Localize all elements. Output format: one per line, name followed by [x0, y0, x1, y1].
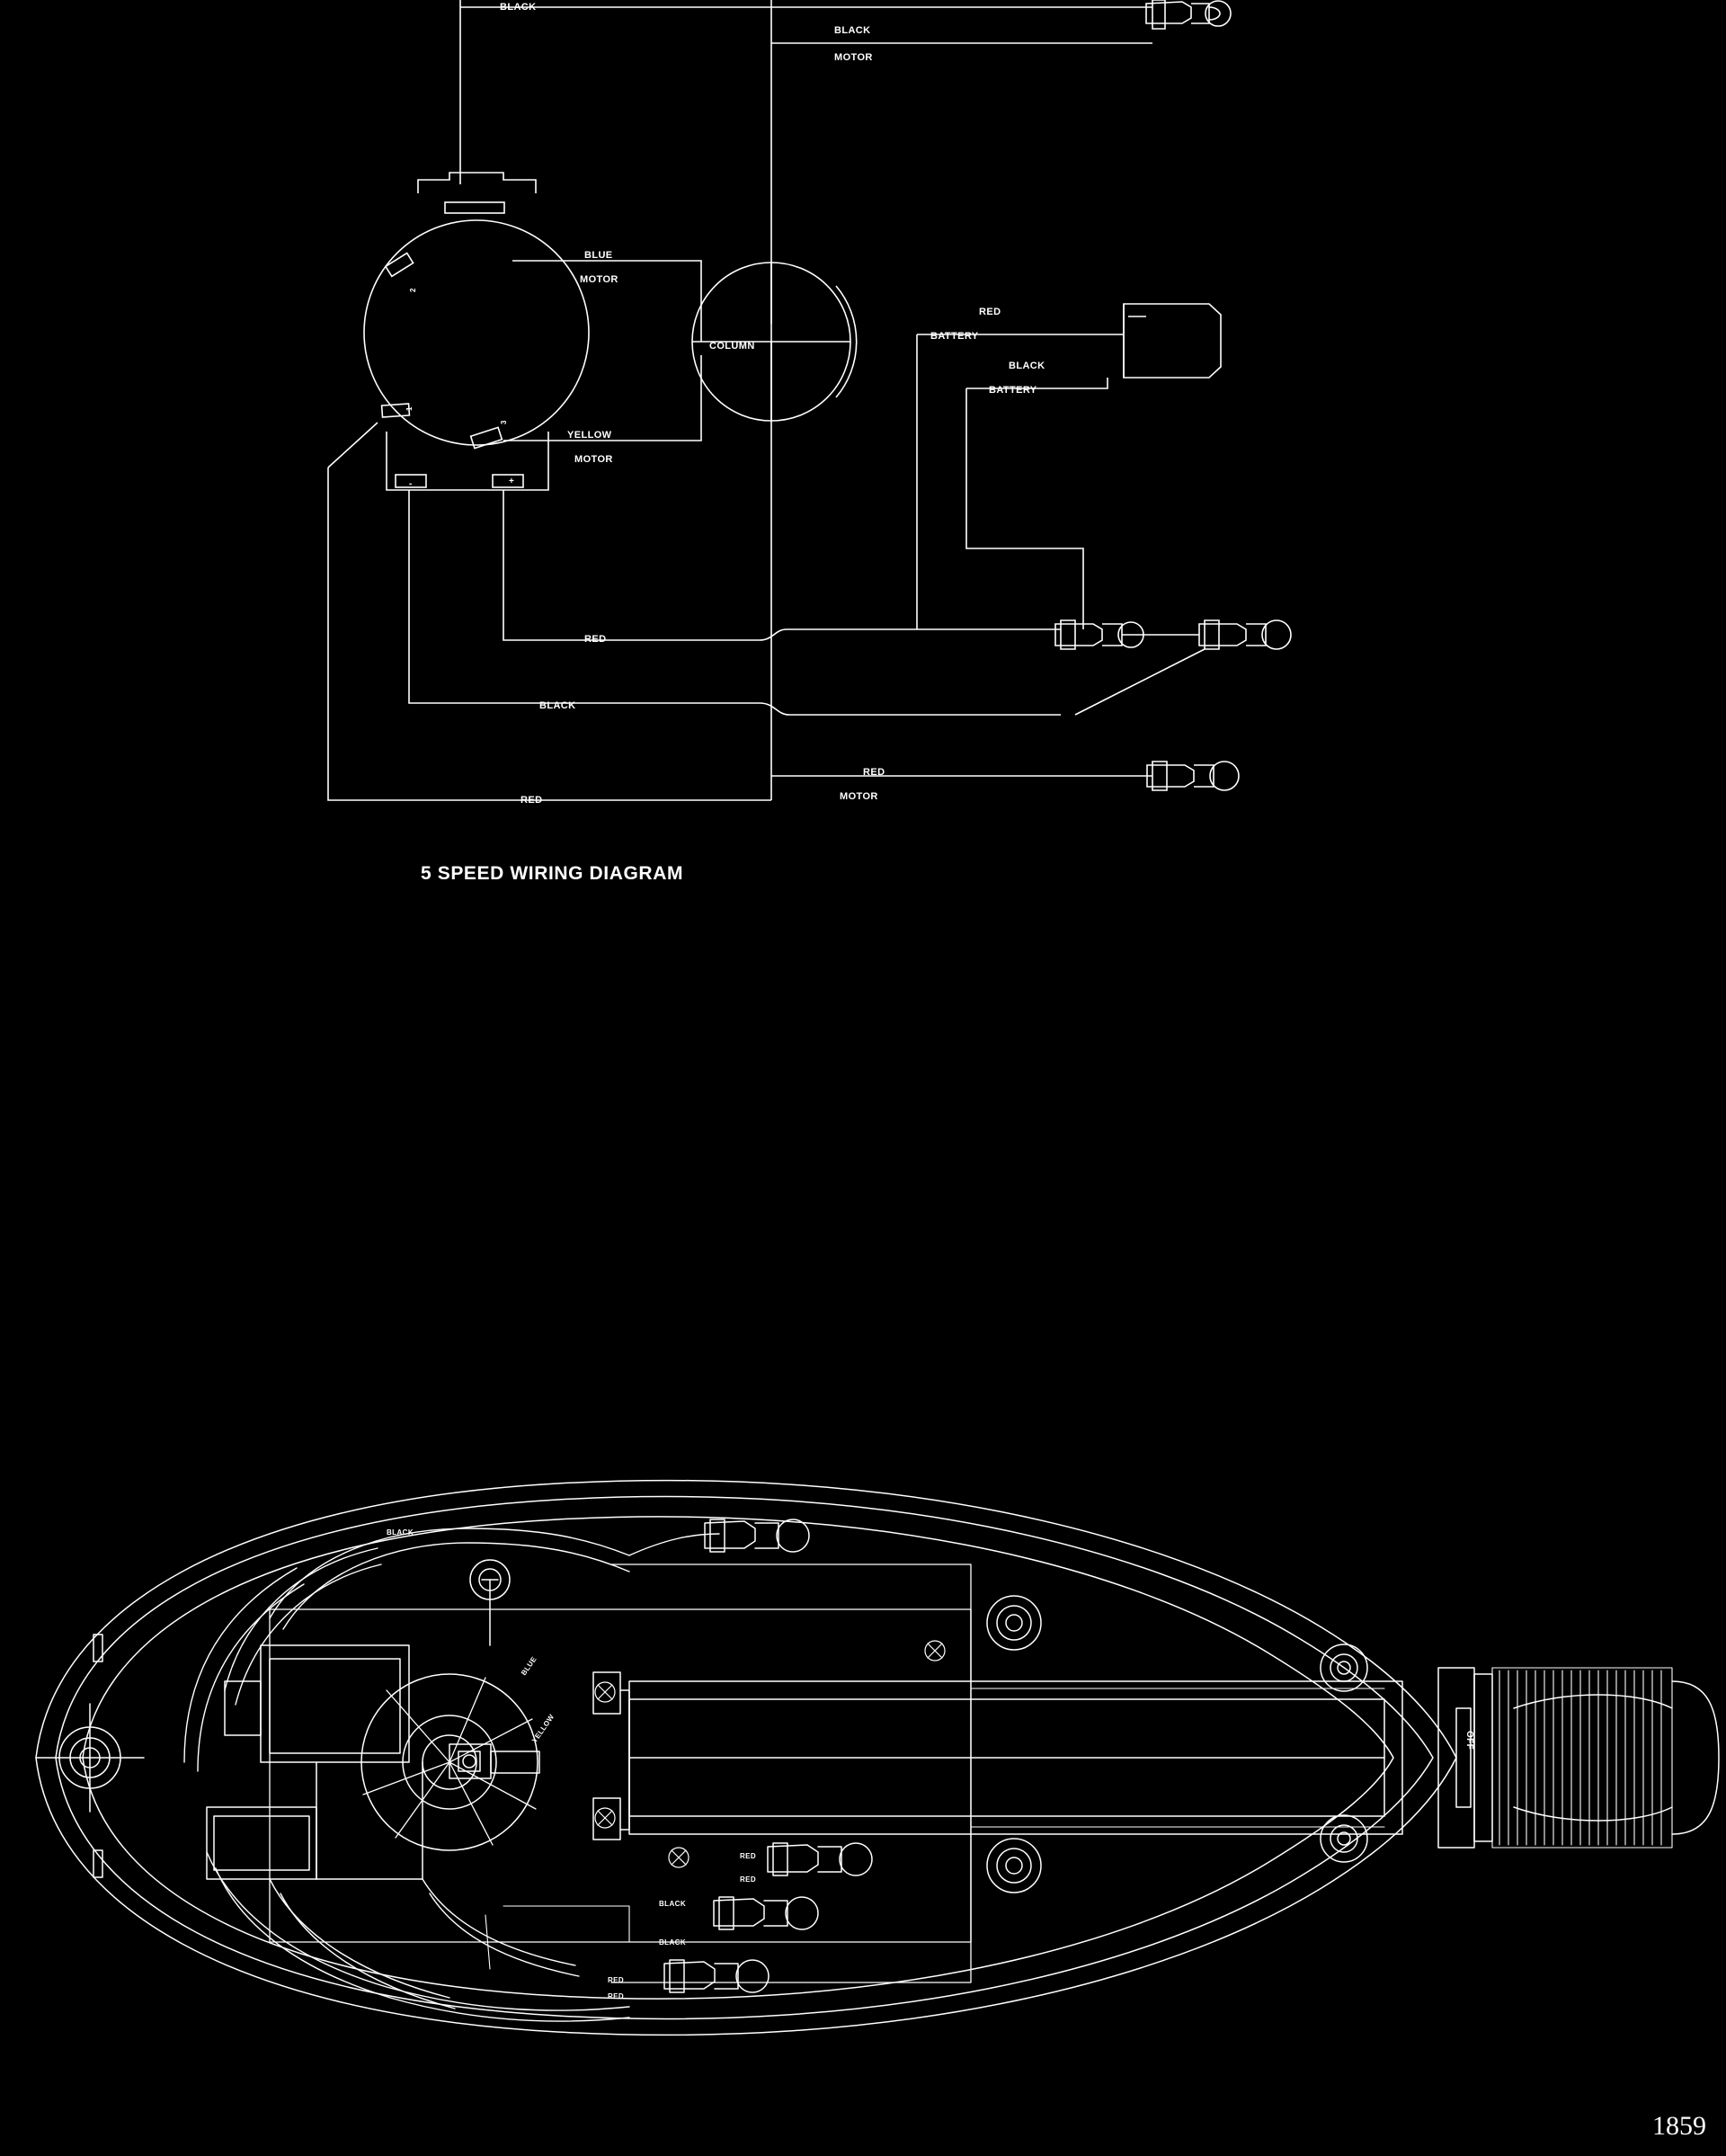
page-number: 1859	[1652, 2111, 1706, 2141]
label-switch-position-3: 3	[500, 420, 508, 424]
label-terminal-negative: -	[409, 479, 413, 489]
label-black-battery: BLACK	[1009, 361, 1045, 371]
label-black-head: BLACK	[387, 1528, 414, 1537]
label-black-lead-2: BLACK	[659, 1938, 686, 1947]
label-off-switch: OFF	[1464, 1731, 1474, 1751]
label-black-top-left: BLACK	[500, 2, 537, 13]
label-red-lead-3: RED	[608, 1976, 625, 1984]
label-blue-motor: MOTOR	[580, 274, 618, 285]
label-blue-coil: BLUE	[520, 1654, 538, 1678]
label-motor-bottom: MOTOR	[840, 791, 878, 802]
label-red-battery: RED	[979, 307, 1001, 317]
label-black-mid: BLACK	[539, 700, 576, 711]
label-red-mid: RED	[584, 634, 607, 645]
label-red-lead-4: RED	[608, 1992, 625, 2000]
label-red-lead-1: RED	[740, 1852, 757, 1860]
label-battery-2: BATTERY	[989, 385, 1037, 396]
label-red-bottom-left: RED	[520, 795, 543, 806]
label-blue: BLUE	[584, 250, 613, 261]
label-switch-position-2: 2	[409, 288, 417, 292]
label-black-motor-top: BLACK	[834, 25, 871, 36]
label-switch-position-1: 1	[405, 406, 414, 411]
label-terminal-positive: +	[509, 477, 515, 486]
label-motor-top: MOTOR	[834, 52, 873, 63]
diagram-title: 5 SPEED WIRING DIAGRAM	[421, 863, 684, 884]
label-black-lead-1: BLACK	[659, 1900, 686, 1908]
label-red-lead-2: RED	[740, 1875, 757, 1884]
label-yellow-motor: MOTOR	[574, 454, 613, 465]
label-yellow-coil: YELLOW	[530, 1712, 556, 1745]
label-yellow: YELLOW	[567, 430, 612, 441]
label-column: COLUMN	[709, 341, 755, 352]
label-red-motor-bottom: RED	[863, 767, 885, 778]
label-battery-1: BATTERY	[930, 331, 979, 342]
